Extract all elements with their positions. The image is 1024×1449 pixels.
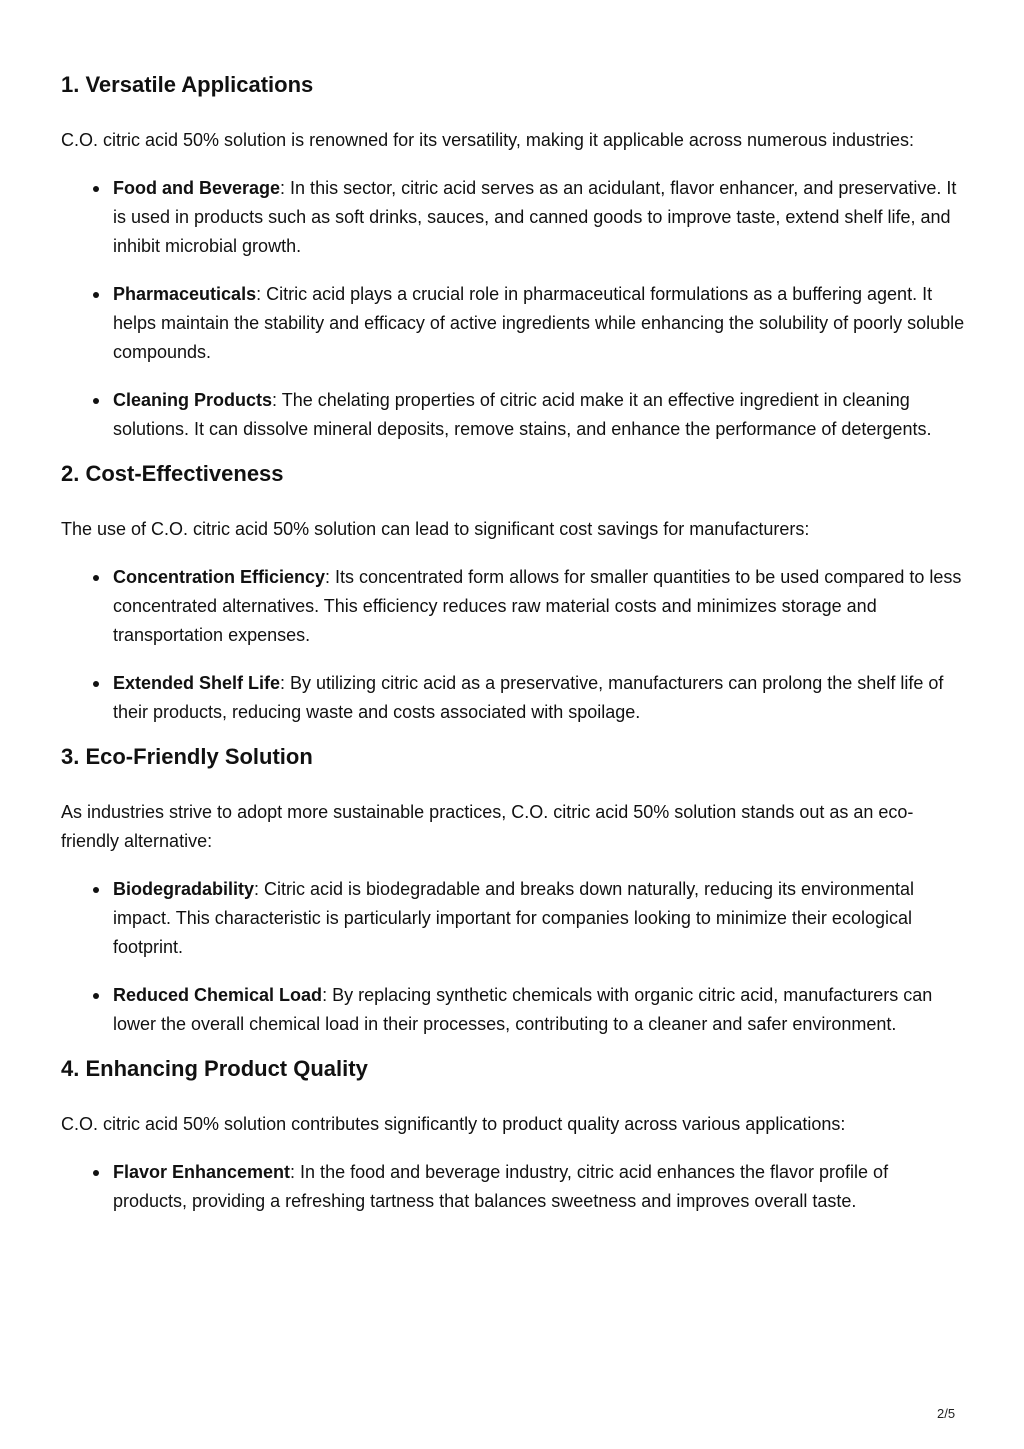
list-item	[113, 981, 966, 1039]
item-text: : By utilizing citric acid as a preservative, manufacturers can prolong the shelf life of their products, reducing waste and costs associated with spoilage.	[113, 673, 944, 722]
bullet-list	[61, 1158, 966, 1216]
list-item	[113, 280, 966, 367]
section-enhancing-product-quality	[61, 1054, 966, 1216]
item-text: : The chelating properties of citric acid make it an effective ingredient in cleaning solutions. It can dissolve mineral deposits, remove stains, and enhance the performance of detergents.	[113, 390, 932, 439]
document-page	[61, 70, 966, 1231]
section-heading: 1. Versatile Applications	[61, 72, 314, 97]
item-term: Food and Beverage	[113, 178, 281, 198]
list-item	[113, 1158, 966, 1216]
section-heading: 2. Cost-Effectiveness	[61, 461, 284, 486]
section-heading: 3. Eco-Friendly Solution	[61, 744, 313, 769]
item-text: : Its concentrated form allows for smaller quantities to be used compared to less concentrated alternatives. This efficiency reduces raw material costs and minimizes storage and transportation expenses.	[113, 567, 962, 645]
bullet-list	[61, 174, 966, 444]
section-intro: As industries strive to adopt more sustainable practices, C.O. citric acid 50% solution stands out as an eco-friendly alternative:	[61, 802, 914, 851]
list-item	[113, 875, 966, 962]
item-term: Pharmaceuticals	[113, 284, 257, 304]
section-intro: C.O. citric acid 50% solution is renowned for its versatility, making it applicable across numerous industries:	[61, 130, 915, 150]
item-text: : By replacing synthetic chemicals with organic citric acid, manufacturers can lower the overall chemical load in their processes, contributing to a cleaner and safer environment.	[113, 985, 933, 1034]
item-term: Extended Shelf Life	[113, 673, 281, 693]
item-text: : In this sector, citric acid serves as an acidulant, flavor enhancer, and preservative. It is used in products such as soft drinks, sauces, and canned goods to improve taste, extend shelf life, and inhibit microbial growth.	[113, 178, 957, 256]
list-item	[113, 386, 966, 444]
bullet-list	[61, 875, 966, 1039]
section-versatile-applications	[61, 70, 966, 444]
item-text: : Citric acid is biodegradable and breaks down naturally, reducing its environmental impact. This characteristic is particularly important for companies looking to minimize their ecological footprint.	[113, 879, 915, 957]
bullet-list	[61, 563, 966, 727]
list-item	[113, 563, 966, 650]
item-term: Reduced Chemical Load	[113, 985, 323, 1005]
section-cost-effectiveness	[61, 459, 966, 727]
section-eco-friendly-solution	[61, 742, 966, 1039]
item-term: Biodegradability	[113, 879, 255, 899]
item-term: Cleaning Products	[113, 390, 273, 410]
list-item	[113, 174, 966, 261]
section-heading: 4. Enhancing Product Quality	[61, 1056, 368, 1081]
item-term: Flavor Enhancement	[113, 1162, 291, 1182]
section-intro: The use of C.O. citric acid 50% solution can lead to significant cost savings for manufacturers:	[61, 519, 810, 539]
list-item	[113, 669, 966, 727]
section-intro: C.O. citric acid 50% solution contributes significantly to product quality across various applications:	[61, 1114, 846, 1134]
item-text: : Citric acid plays a crucial role in pharmaceutical formulations as a buffering agent. It helps maintain the stability and efficacy of active ingredients while enhancing the solubility of poorly soluble compounds.	[113, 284, 965, 362]
item-text: : In the food and beverage industry, citric acid enhances the flavor profile of products, providing a refreshing tartness that balances sweetness and improves overall taste.	[113, 1162, 889, 1211]
page-number: 2/5	[937, 1406, 956, 1421]
item-term: Concentration Efficiency	[113, 567, 326, 587]
